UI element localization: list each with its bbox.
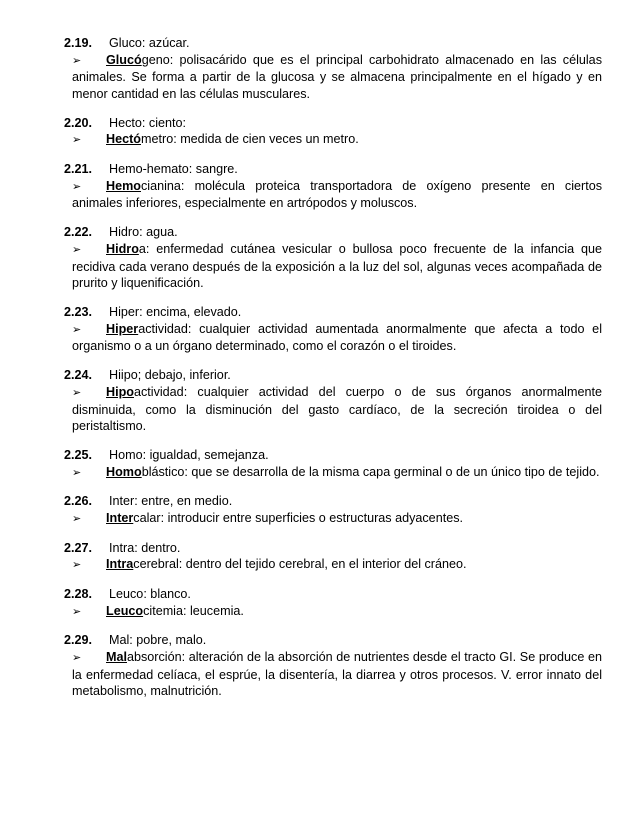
entry-2-28	[64, 586, 602, 620]
entry-2-23	[64, 304, 602, 355]
entry-definition	[72, 321, 602, 356]
entry-2-25	[64, 447, 602, 481]
entry-number: 2.27.	[64, 540, 93, 555]
entry-root: Leuco: blanco.	[109, 587, 191, 602]
entry-definition	[72, 241, 602, 292]
arrow-bullet-icon: ➢	[72, 54, 82, 67]
entry-rest: absorción: alteración de la absorción de nutrientes desde el tracto GI. Se produce en la enfermedad celíaca, el esprúe, la disentería, la diarrea y otros procesos. V. error innato del metabolismo, malnutrición.	[72, 649, 602, 699]
entry-number: 2.19.	[64, 36, 93, 50]
entry-head	[64, 447, 602, 464]
entry-2-24	[64, 367, 602, 435]
arrow-bullet-icon: ➢	[72, 180, 82, 193]
entry-root: Intra: dentro.	[109, 540, 181, 555]
entry-definition	[72, 556, 602, 574]
entry-definition	[72, 510, 602, 528]
entry-rest: cianina: molécula proteica transportadora de oxígeno presente en ciertos animales inferiores, especialmente en artrópodos y moluscos.	[72, 178, 602, 211]
entry-prefix: Intra	[106, 557, 134, 572]
entry-number: 2.22.	[64, 225, 93, 240]
entry-head	[64, 224, 602, 241]
entry-head	[64, 632, 602, 649]
entry-head	[64, 586, 602, 603]
entry-2-26	[64, 493, 602, 527]
entry-definition	[72, 649, 602, 700]
entry-prefix: Mal	[106, 649, 127, 664]
entry-root: Hiper: encima, elevado.	[109, 305, 242, 320]
entry-prefix: Inter	[106, 510, 134, 525]
entry-definition	[72, 131, 602, 149]
entry-rest: blástico: que se desarrolla de la misma capa germinal o de un único tipo de tejido.	[141, 464, 600, 479]
entry-definition	[72, 464, 602, 482]
arrow-bullet-icon: ➢	[72, 605, 82, 618]
arrow-bullet-icon: ➢	[72, 559, 82, 572]
entry-definition	[72, 178, 602, 213]
entry-root: Hemo-hemato: sangre.	[109, 162, 238, 177]
entry-root: Gluco: azúcar.	[109, 36, 190, 50]
arrow-bullet-icon: ➢	[72, 243, 82, 256]
arrow-bullet-icon: ➢	[72, 134, 82, 147]
entry-head	[64, 304, 602, 321]
entry-definition	[72, 603, 602, 621]
entry-rest: geno: polisacárido que es el principal carbohidrato almacenado en las células animales. Se forma a partir de la glucosa y se almacena principalmente en el hígado y en menor cantidad en las células musculares.	[72, 52, 602, 102]
entry-2-22	[64, 224, 602, 292]
arrow-bullet-icon: ➢	[72, 651, 82, 664]
entry-root: Mal: pobre, malo.	[109, 633, 207, 648]
entry-prefix: Homo	[106, 464, 142, 479]
arrow-bullet-icon: ➢	[72, 512, 82, 525]
entry-prefix: Hemo	[106, 178, 141, 193]
entry-root: Hecto: ciento:	[109, 115, 187, 130]
entry-rest: a: enfermedad cutánea vesicular o bullosa poco frecuente de la infancia que recidiva cada verano después de la exposición a la luz del sol, algunas veces acompañada de prurito y liquenificación.	[72, 241, 602, 291]
entry-rest: metro: medida de cien veces un metro.	[141, 132, 359, 147]
entry-number: 2.23.	[64, 305, 93, 320]
entry-head	[64, 35, 602, 52]
entry-rest: cerebral: dentro del tejido cerebral, en el interior del cráneo.	[133, 557, 467, 572]
arrow-bullet-icon: ➢	[72, 466, 82, 479]
entry-2-20	[64, 115, 602, 149]
entry-root: Hiipo; debajo, inferior.	[109, 368, 231, 383]
entry-prefix: Glucó	[106, 52, 142, 67]
entry-head	[64, 367, 602, 384]
entry-2-29	[64, 632, 602, 700]
entry-number: 2.24.	[64, 368, 93, 383]
entry-rest: actividad: cualquier actividad aumentada anormalmente que afecta a todo el organismo o a un órgano determinado, como el corazón o el tiroides.	[72, 321, 602, 354]
entry-head	[64, 493, 602, 510]
entry-head	[64, 161, 602, 178]
entry-number: 2.28.	[64, 587, 93, 602]
entry-prefix: Hipo	[106, 384, 134, 399]
entry-number: 2.21.	[64, 162, 93, 177]
entry-prefix: Hectó	[106, 132, 141, 147]
entry-2-27	[64, 540, 602, 574]
entry-2-21	[64, 161, 602, 212]
entry-rest: citemia: leucemia.	[143, 603, 244, 618]
entry-head	[64, 115, 602, 132]
entry-root: Hidro: agua.	[109, 225, 178, 240]
entry-number: 2.26.	[64, 494, 93, 509]
arrow-bullet-icon: ➢	[72, 386, 82, 399]
entry-2-19	[64, 35, 602, 103]
entry-prefix: Leuco	[106, 603, 144, 618]
entry-number: 2.29.	[64, 633, 93, 648]
entry-definition	[72, 52, 602, 103]
entry-number: 2.20.	[64, 115, 93, 130]
entry-head	[64, 540, 602, 557]
entry-root: Inter: entre, en medio.	[109, 494, 233, 509]
entry-number: 2.25.	[64, 448, 93, 463]
document-page	[64, 35, 602, 712]
entry-rest: calar: introducir entre superficies o estructuras adyacentes.	[133, 510, 463, 525]
entry-prefix: Hiper	[106, 321, 139, 336]
entry-root: Homo: igualdad, semejanza.	[109, 448, 269, 463]
entry-definition	[72, 384, 602, 435]
entry-prefix: Hidro	[106, 241, 139, 256]
entry-rest: actividad: cualquier actividad del cuerpo o de sus órganos anormalmente disminuida, como la disminución del gasto cardíaco, de la secreción tiroidea o del peristaltismo.	[72, 384, 602, 434]
arrow-bullet-icon: ➢	[72, 323, 82, 336]
